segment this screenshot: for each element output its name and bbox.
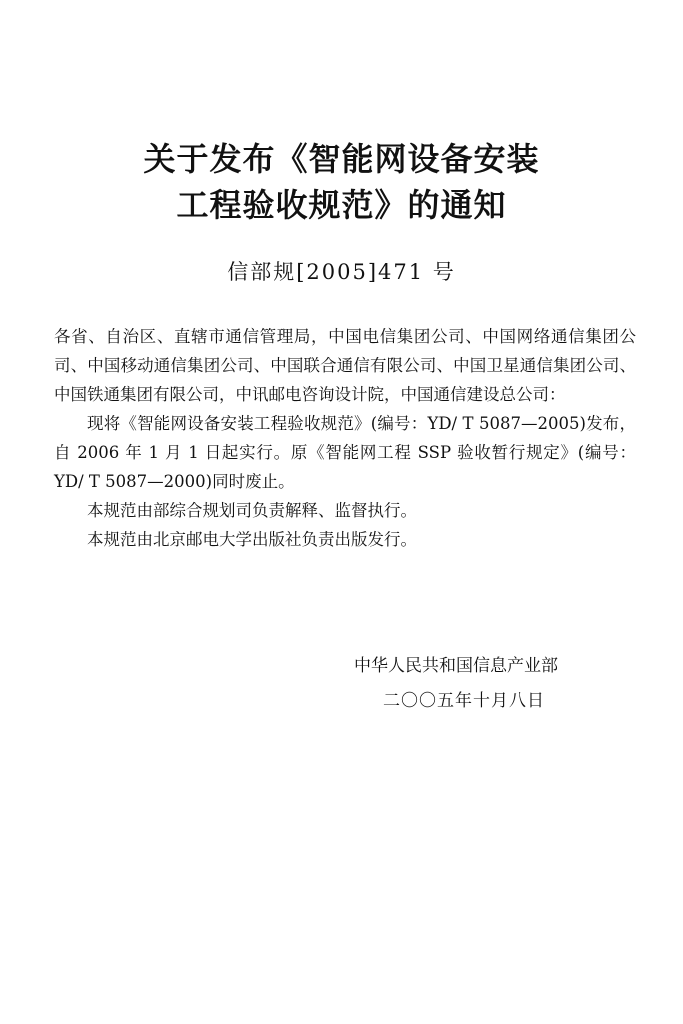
notice-paragraph-1: 现将《智能网设备安装工程验收规范》(编号：YD/ T 5087—2005)发布，自 2006 年 1 月 1 日起实行。原《智能网工程 SSP 验收暂行规定》(编号：YD/ T 5087—2000)同时废止。 [54, 414, 636, 491]
addressees-paragraph: 各省、自治区、直辖市通信管理局，中国电信集团公司、中国网络通信集团公司、中国移动通信集团公司、中国联合通信有限公司、中国卫星通信集团公司、中国铁通集团有限公司，中讯邮电咨询设计院，中国通信建设总公司： [54, 327, 636, 404]
notice-paragraph-3: 本规范由北京邮电大学出版社负责出版发行。 [87, 530, 417, 549]
notice-paragraph-2: 本规范由部综合规划司负责解释、监督执行。 [87, 501, 417, 520]
issuing-organization: 中华人民共和国信息产业部 [354, 656, 558, 676]
document-number: 信部规[2005]471 号 [227, 260, 456, 284]
title-line-2: 工程验收规范》的通知 [176, 186, 507, 224]
issue-date: 二〇〇五年十月八日 [383, 691, 545, 711]
title-line-1: 关于发布《智能网设备安装 [143, 140, 540, 178]
notice-body [54, 322, 636, 554]
